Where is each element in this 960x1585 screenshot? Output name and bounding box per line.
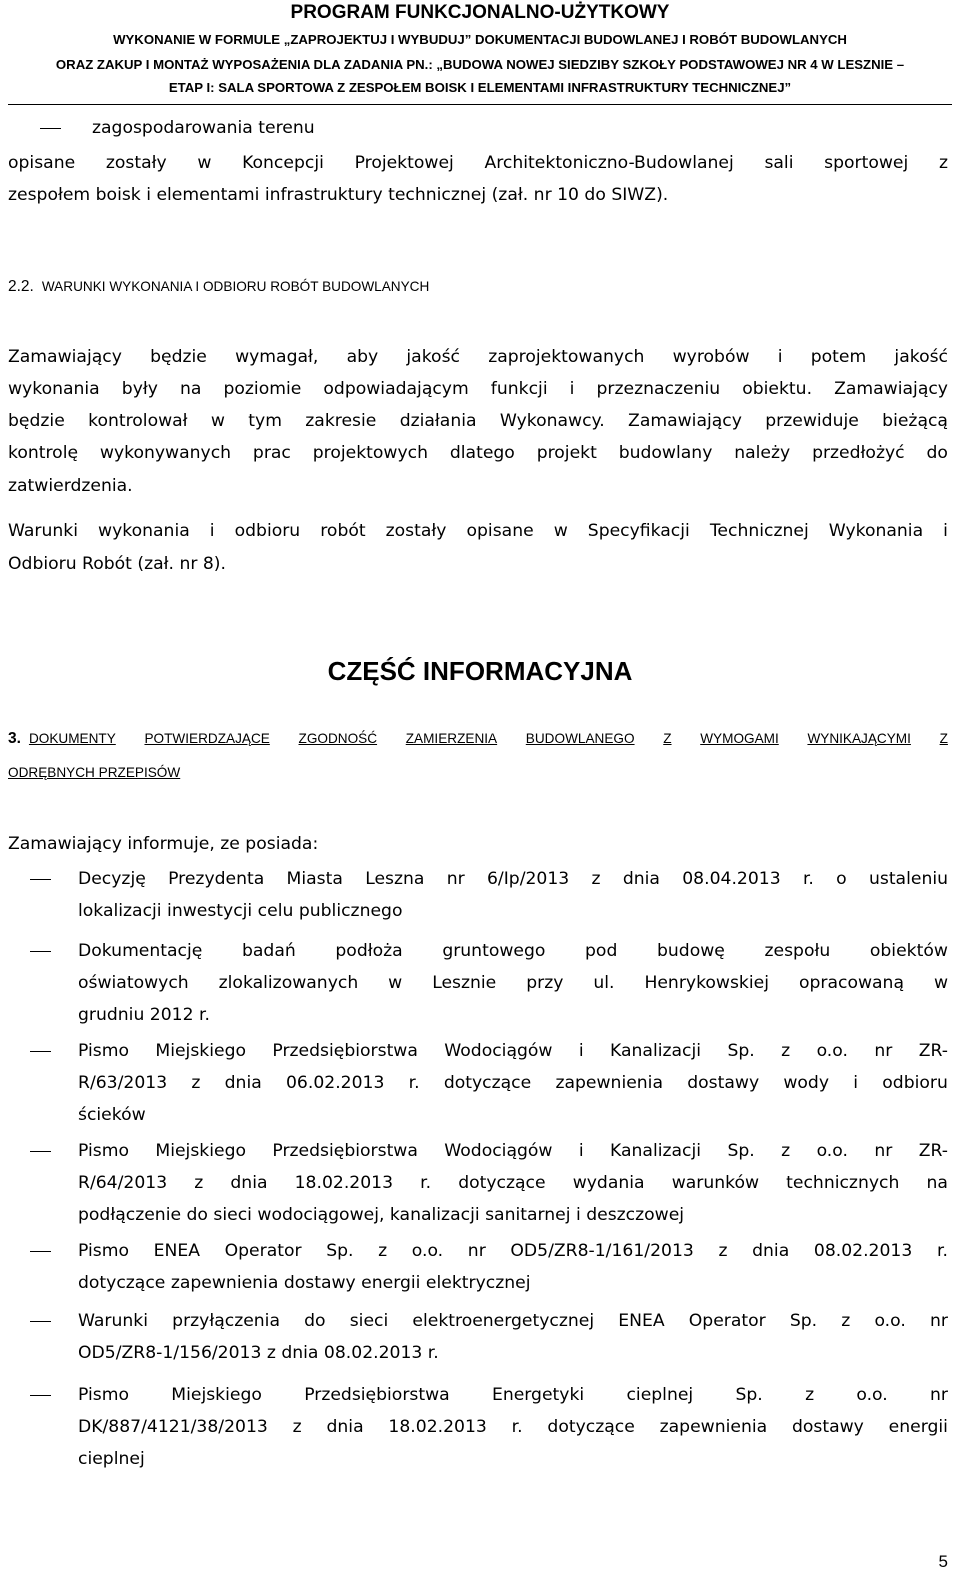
word: Pismo bbox=[78, 1041, 129, 1061]
word: projektowych bbox=[312, 443, 428, 463]
word: Zamawiający bbox=[628, 411, 742, 431]
word: dotyczące bbox=[443, 1073, 532, 1093]
list-item-line bbox=[78, 1040, 948, 1062]
word: Technicznej bbox=[709, 521, 809, 541]
word: Z bbox=[663, 731, 672, 746]
word: Miasta bbox=[286, 869, 343, 889]
word: ustaleniu bbox=[868, 869, 948, 889]
paragraph-line: Odbioru Robót (zał. nr 8). bbox=[8, 554, 226, 574]
word: obiektu. bbox=[742, 379, 813, 399]
bullet-dash bbox=[30, 951, 51, 952]
list-item-line: ścieków bbox=[78, 1105, 146, 1125]
word: nr bbox=[874, 1041, 893, 1061]
list-item-line: lokalizacji inwestycji celu publicznego bbox=[78, 901, 403, 921]
list-item-line: cieplnej bbox=[78, 1449, 145, 1469]
word: przy bbox=[526, 973, 564, 993]
word: do bbox=[926, 443, 948, 463]
word: POTWIERDZAJĄCE bbox=[144, 731, 270, 746]
bullet-dash bbox=[40, 128, 61, 129]
word: odbioru bbox=[234, 521, 301, 541]
word: zaprojektowanych bbox=[488, 347, 645, 367]
paragraph-line: zatwierdzenia. bbox=[8, 476, 133, 496]
word: nr bbox=[874, 1141, 893, 1161]
word: i bbox=[943, 521, 948, 541]
word: Architektoniczno-Budowlanej bbox=[484, 153, 734, 173]
word: dnia bbox=[224, 1073, 262, 1093]
word: potem bbox=[810, 347, 867, 367]
word: oświatowych bbox=[78, 973, 189, 993]
word: badań bbox=[241, 941, 296, 961]
word: gruntowego bbox=[442, 941, 546, 961]
word: w bbox=[553, 521, 568, 541]
word: sieci bbox=[349, 1311, 389, 1331]
section-title: WARUNKI WYKONANIA I ODBIORU ROBÓT BUDOWLANYCH bbox=[41, 279, 430, 294]
word: jakość bbox=[406, 347, 460, 367]
word: Warunki bbox=[8, 521, 79, 541]
word: r. bbox=[420, 1173, 432, 1193]
word: 6/Ip/2013 bbox=[486, 869, 570, 889]
word: zostały bbox=[385, 521, 447, 541]
word: o.o. bbox=[874, 1311, 906, 1331]
document-header-line1: WYKONANIE W FORMULE „ZAPROJEKTUJ I WYBUDUJ” DOKUMENTACJI BUDOWLANEJ I ROBÓT BUDOWLANYCH bbox=[113, 32, 847, 47]
word: Sp. bbox=[326, 1241, 354, 1261]
bullet-dash bbox=[30, 879, 51, 880]
word: technicznych bbox=[786, 1173, 900, 1193]
word: były bbox=[121, 379, 158, 399]
word: pod bbox=[585, 941, 618, 961]
word: ENEA bbox=[153, 1241, 200, 1261]
word: o.o. bbox=[816, 1141, 848, 1161]
word: Leszna bbox=[365, 869, 425, 889]
word: do bbox=[304, 1311, 326, 1331]
word: podłoża bbox=[335, 941, 403, 961]
word: Kanalizacji bbox=[610, 1141, 702, 1161]
page-number: 5 bbox=[938, 1552, 948, 1571]
word: opracowaną bbox=[798, 973, 904, 993]
word: WYNIKAJĄCYMI bbox=[807, 731, 911, 746]
word: z bbox=[718, 1241, 728, 1261]
word: zakresie bbox=[305, 411, 377, 431]
word: warunków bbox=[671, 1173, 760, 1193]
word: w bbox=[933, 973, 948, 993]
word: r. bbox=[511, 1417, 523, 1437]
word: wykonania bbox=[8, 379, 100, 399]
word: dnia bbox=[326, 1417, 364, 1437]
word: opisane bbox=[466, 521, 534, 541]
word: BUDOWLANEGO bbox=[525, 731, 635, 746]
word: Miejskiego bbox=[155, 1141, 247, 1161]
word: Sp. bbox=[789, 1311, 818, 1331]
word: sali bbox=[764, 153, 794, 173]
word: zapewnienia bbox=[555, 1073, 663, 1093]
word: o.o. bbox=[411, 1241, 444, 1261]
word: kontrolę bbox=[8, 443, 79, 463]
word: Sp. bbox=[727, 1141, 755, 1161]
paragraph-line bbox=[8, 346, 948, 368]
word: Kanalizacji bbox=[610, 1041, 702, 1061]
section-heading bbox=[8, 276, 429, 298]
word: Z bbox=[939, 731, 948, 746]
word: robót bbox=[320, 521, 366, 541]
word: działania bbox=[399, 411, 477, 431]
word: 18.02.2013 bbox=[294, 1173, 394, 1193]
word: OD5/ZR8-1/161/2013 bbox=[510, 1241, 694, 1261]
word: bieżącą bbox=[882, 411, 948, 431]
bullet-dash bbox=[30, 1151, 51, 1152]
word: będzie bbox=[8, 411, 65, 431]
word: i bbox=[578, 1041, 584, 1061]
part-title: CZĘŚĆ INFORMACYJNA bbox=[327, 656, 633, 686]
word: na bbox=[179, 379, 202, 399]
word: Przedsiębiorstwa bbox=[272, 1041, 418, 1061]
list-item-line: podłączenie do sieci wodociągowej, kanalizacji sanitarnej i deszczowej bbox=[78, 1205, 685, 1225]
word: dostawy bbox=[791, 1417, 864, 1437]
word: cieplnej bbox=[626, 1385, 694, 1405]
word: Projektowej bbox=[354, 153, 454, 173]
word: energii bbox=[888, 1417, 948, 1437]
word: ENEA bbox=[618, 1311, 665, 1331]
word: z bbox=[805, 1385, 815, 1405]
word: 08.02.2013 bbox=[813, 1241, 913, 1261]
list-item-line bbox=[78, 1310, 948, 1332]
document-header-line3: ETAP I: SALA SPORTOWA Z ZESPOŁEM BOISK I ELEMENTAMI INFRASTRUKTURY TECHNICZNEJ” bbox=[168, 80, 792, 95]
word: nr bbox=[930, 1385, 948, 1405]
word: Energetyki bbox=[491, 1385, 585, 1405]
word: r. bbox=[936, 1241, 948, 1261]
word: przedłożyć bbox=[812, 443, 905, 463]
word: z bbox=[591, 869, 601, 889]
word: zespołu bbox=[764, 941, 831, 961]
word: Decyzję bbox=[78, 869, 146, 889]
paragraph-line bbox=[8, 410, 948, 432]
word: ZR- bbox=[918, 1041, 948, 1061]
list-item-line bbox=[78, 972, 948, 994]
word: odbioru bbox=[882, 1073, 948, 1093]
word: z bbox=[191, 1073, 201, 1093]
word: o.o. bbox=[816, 1041, 848, 1061]
word: Specyfikacji bbox=[587, 521, 690, 541]
word: i bbox=[853, 1073, 859, 1093]
word: Wodociągów bbox=[444, 1141, 553, 1161]
word: o.o. bbox=[856, 1385, 888, 1405]
word: kontrolował bbox=[88, 411, 188, 431]
word: Koncepcji bbox=[242, 153, 324, 173]
word: w bbox=[210, 411, 225, 431]
word: Miejskiego bbox=[171, 1385, 262, 1405]
word: ZGODNOŚĆ bbox=[298, 731, 378, 746]
word: wykonania bbox=[98, 521, 190, 541]
word: budowlany bbox=[618, 443, 713, 463]
word: dnia bbox=[230, 1173, 268, 1193]
word: w bbox=[197, 153, 212, 173]
word: z bbox=[378, 1241, 388, 1261]
word: wymagał, bbox=[235, 347, 319, 367]
paragraph-line bbox=[8, 378, 948, 400]
word: Zamawiający bbox=[834, 379, 948, 399]
word: Operator bbox=[688, 1311, 766, 1331]
word: Lesznie bbox=[432, 973, 497, 993]
word: wydania bbox=[572, 1173, 645, 1193]
list-item-line bbox=[78, 1140, 948, 1162]
word: Sp. bbox=[727, 1041, 755, 1061]
word: z bbox=[938, 153, 948, 173]
word: Wodociągów bbox=[444, 1041, 553, 1061]
word: z bbox=[841, 1311, 851, 1331]
word: zlokalizowanych bbox=[218, 973, 359, 993]
list-item-line bbox=[78, 1172, 948, 1194]
word: Zamawiający bbox=[8, 347, 122, 367]
word: r. bbox=[408, 1073, 420, 1093]
list-item-line bbox=[78, 1384, 948, 1406]
word: na bbox=[926, 1173, 948, 1193]
word: 18.02.2013 bbox=[388, 1417, 487, 1437]
section-title bbox=[29, 728, 948, 750]
word: sportowej bbox=[824, 153, 909, 173]
word: nr bbox=[467, 1241, 486, 1261]
word: Przedsiębiorstwa bbox=[304, 1385, 450, 1405]
word: Operator bbox=[224, 1241, 302, 1261]
word: i bbox=[578, 1141, 584, 1161]
section-title-continued: ODRĘBNYCH PRZEPISÓW bbox=[8, 765, 181, 780]
word: Wykonawcy. bbox=[499, 411, 605, 431]
bullet-dash bbox=[30, 1051, 51, 1052]
word: projekt bbox=[536, 443, 597, 463]
word: aby bbox=[346, 347, 379, 367]
word: wykonywanych bbox=[99, 443, 232, 463]
word: ul. bbox=[593, 973, 615, 993]
word: i bbox=[209, 521, 215, 541]
word: wody bbox=[783, 1073, 830, 1093]
header-divider bbox=[8, 104, 952, 105]
word: r. bbox=[802, 869, 814, 889]
word: Pismo bbox=[78, 1385, 129, 1405]
word: dlatego bbox=[449, 443, 515, 463]
list-item-line bbox=[78, 940, 948, 962]
word: Miejskiego bbox=[155, 1041, 247, 1061]
word: nr bbox=[929, 1311, 948, 1331]
list-item-line bbox=[78, 1072, 948, 1094]
word: Prezydenta bbox=[168, 869, 265, 889]
list-item-line bbox=[78, 1240, 948, 1262]
word: prac bbox=[252, 443, 291, 463]
word: Przedsiębiorstwa bbox=[272, 1141, 418, 1161]
word: należy bbox=[734, 443, 791, 463]
word: jakość bbox=[894, 347, 948, 367]
bullet-dash bbox=[30, 1251, 51, 1252]
word: z bbox=[781, 1041, 791, 1061]
lead-sentence: Zamawiający informuje, ze posiada: bbox=[8, 834, 319, 854]
word: DK/887/4121/38/2013 bbox=[78, 1417, 268, 1437]
word: budowę bbox=[656, 941, 725, 961]
word: dnia bbox=[622, 869, 660, 889]
bullet-dash bbox=[30, 1395, 51, 1396]
word: o bbox=[836, 869, 847, 889]
word: 06.02.2013 bbox=[286, 1073, 385, 1093]
word: Sp. bbox=[735, 1385, 763, 1405]
word: elektroenergetycznej bbox=[412, 1311, 595, 1331]
word: dotyczące bbox=[458, 1173, 546, 1193]
word: Pismo bbox=[78, 1241, 129, 1261]
word: odpowiadającym bbox=[323, 379, 469, 399]
intro-paragraph-line: zespołem boisk i elementami infrastruktury technicznej (zał. nr 10 do SIWZ). bbox=[8, 185, 669, 205]
word: 08.04.2013 bbox=[682, 869, 781, 889]
list-item-line: grudniu 2012 r. bbox=[78, 1005, 210, 1025]
word: WYMOGAMI bbox=[700, 731, 779, 746]
word: w bbox=[388, 973, 403, 993]
word: z bbox=[781, 1141, 791, 1161]
word: Pismo bbox=[78, 1141, 129, 1161]
word: i bbox=[569, 379, 575, 399]
word: dnia bbox=[752, 1241, 790, 1261]
word: dostawy bbox=[687, 1073, 760, 1093]
document-header-line2: ORAZ ZAKUP I MONTAŻ WYPOSAŻENIA DLA ZADANIA PN.: „BUDOWA NOWEJ SIEDZIBY SZKOŁY PODSTAWOWEJ NR 4 W LESZNIE – bbox=[55, 57, 905, 72]
list-item-line: dotyczące zapewnienia dostawy energii elektrycznej bbox=[78, 1273, 531, 1293]
word: tym bbox=[248, 411, 282, 431]
section-heading bbox=[8, 728, 948, 750]
word: R/63/2013 bbox=[78, 1073, 168, 1093]
section-number: 2.2. bbox=[8, 278, 34, 295]
paragraph-line bbox=[8, 442, 948, 464]
intro-paragraph-line bbox=[8, 152, 948, 174]
word: ZAMIERZENIA bbox=[405, 731, 498, 746]
intro-bullet-text: zagospodarowania terenu bbox=[92, 118, 315, 138]
word: wyrobów bbox=[672, 347, 750, 367]
word: dotyczące bbox=[547, 1417, 635, 1437]
word: DOKUMENTY bbox=[28, 731, 116, 746]
word: opisane bbox=[8, 153, 76, 173]
section-number: 3. bbox=[8, 730, 21, 747]
document-header-title: PROGRAM FUNKCJONALNO-UŻYTKOWY bbox=[290, 2, 670, 23]
word: Warunki bbox=[78, 1311, 149, 1331]
word: nr bbox=[446, 869, 465, 889]
word: funkcji bbox=[490, 379, 548, 399]
word: i bbox=[777, 347, 783, 367]
word: Wykonania bbox=[828, 521, 924, 541]
list-item-line bbox=[78, 1416, 948, 1438]
word: zapewnienia bbox=[659, 1417, 768, 1437]
word: przyłączenia bbox=[172, 1311, 280, 1331]
word: zostały bbox=[105, 153, 167, 173]
word: obiektów bbox=[869, 941, 948, 961]
word: R/64/2013 bbox=[78, 1173, 168, 1193]
list-item-line: OD5/ZR8-1/156/2013 z dnia 08.02.2013 r. bbox=[78, 1343, 439, 1363]
word: z bbox=[292, 1417, 302, 1437]
word: poziomie bbox=[223, 379, 302, 399]
word: ZR- bbox=[918, 1141, 948, 1161]
word: Dokumentację bbox=[78, 941, 203, 961]
word: z bbox=[194, 1173, 204, 1193]
word: przewiduje bbox=[765, 411, 859, 431]
word: Henrykowskiej bbox=[644, 973, 770, 993]
word: przeznaczeniu bbox=[596, 379, 721, 399]
word: będzie bbox=[150, 347, 207, 367]
paragraph-line bbox=[8, 520, 948, 542]
bullet-dash bbox=[30, 1321, 51, 1322]
list-item-line bbox=[78, 868, 948, 890]
